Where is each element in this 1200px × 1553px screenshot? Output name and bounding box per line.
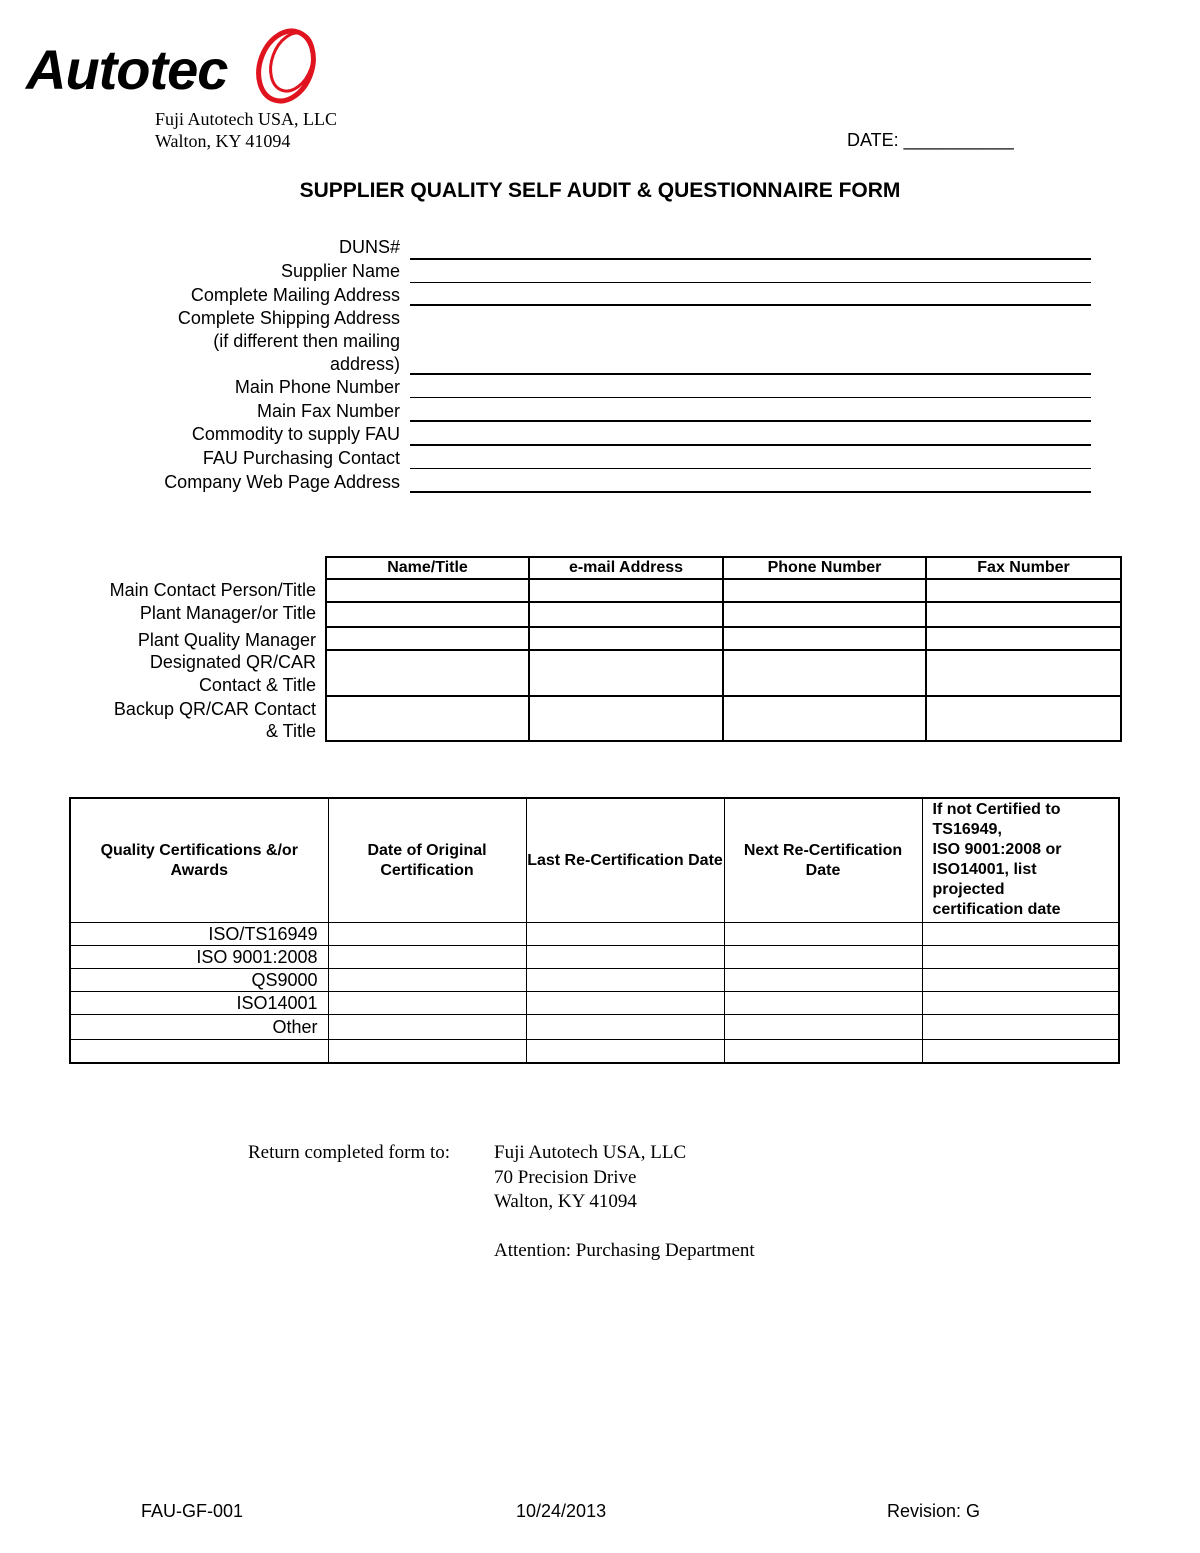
- cert-row-label-blank[interactable]: [70, 1040, 328, 1064]
- cert-cell[interactable]: [724, 923, 922, 946]
- contact-row-label-quality-manager: Plant Quality Manager: [137, 630, 316, 650]
- logo-wordmark: Autotec: [26, 38, 228, 101]
- fax-input-line[interactable]: [410, 420, 1091, 422]
- cert-cell[interactable]: [922, 992, 1119, 1015]
- contact-cell[interactable]: [926, 602, 1121, 627]
- field-label-shipping-address: Complete Shipping Address: [177, 308, 400, 328]
- certifications-table: [69, 797, 1120, 1064]
- duns-input-line[interactable]: [410, 258, 1091, 260]
- cert-header-quality-certifications: Quality Certifications &/or Awards: [70, 798, 328, 923]
- contact-row-label-backup-2: & Title: [265, 721, 316, 741]
- field-label-supplier-name: Supplier Name: [280, 261, 400, 281]
- mailing-address-input-line[interactable]: [410, 304, 1091, 306]
- cert-cell[interactable]: [526, 946, 724, 969]
- phone-input-line[interactable]: [410, 397, 1091, 398]
- return-address-line: Fuji Autotech USA, LLC: [494, 1142, 687, 1163]
- web-page-input-line[interactable]: [410, 491, 1091, 493]
- footer-revision: Revision: G: [887, 1501, 981, 1521]
- commodity-input-line[interactable]: [410, 444, 1091, 446]
- contact-cell[interactable]: [529, 650, 723, 696]
- cert-header-projected-line: If not Certified to: [932, 801, 1061, 818]
- table-row: [326, 627, 1121, 650]
- table-row: [326, 579, 1121, 602]
- purchasing-contact-input-line[interactable]: [410, 468, 1091, 469]
- return-label: Return completed form to:: [248, 1142, 451, 1163]
- cert-cell[interactable]: [922, 1040, 1119, 1064]
- cert-row-label-iso-ts16949: ISO/TS16949: [70, 923, 328, 946]
- cert-cell[interactable]: [328, 1015, 526, 1040]
- cert-cell[interactable]: [922, 1015, 1119, 1040]
- cert-cell[interactable]: [526, 1015, 724, 1040]
- field-label-mailing-address: Complete Mailing Address: [190, 285, 400, 305]
- cert-row-label-other: Other: [70, 1015, 328, 1040]
- contact-cell[interactable]: [529, 696, 723, 741]
- contact-cell[interactable]: [326, 579, 529, 602]
- cert-cell[interactable]: [724, 1015, 922, 1040]
- contact-cell[interactable]: [529, 627, 723, 650]
- table-row: [326, 602, 1121, 627]
- cert-cell[interactable]: [526, 969, 724, 992]
- contact-row-label-plant-manager: Plant Manager/or Title: [139, 603, 316, 623]
- field-label-duns: DUNS#: [338, 237, 400, 257]
- field-label-shipping-note: (if different then mailing: [213, 331, 400, 351]
- contact-row-label-backup: Backup QR/CAR Contact: [113, 699, 316, 719]
- contact-cell[interactable]: [326, 627, 529, 650]
- cert-header-projected-line: ISO14001, list: [932, 861, 1037, 878]
- contact-cell[interactable]: [723, 627, 926, 650]
- cert-cell[interactable]: [526, 923, 724, 946]
- cert-cell[interactable]: [922, 923, 1119, 946]
- contact-cell[interactable]: [926, 650, 1121, 696]
- contact-cell[interactable]: [723, 602, 926, 627]
- cert-header-projected-line: ISO 9001:2008 or: [932, 841, 1062, 858]
- contact-cell[interactable]: [529, 602, 723, 627]
- shipping-address-input-line[interactable]: [410, 373, 1091, 375]
- contacts-table: [325, 556, 1122, 742]
- contacts-header-email: e-mail Address: [529, 557, 723, 579]
- table-row: [70, 1015, 1119, 1040]
- field-label-web-page: Company Web Page Address: [164, 472, 400, 492]
- table-row: [70, 1040, 1119, 1064]
- cert-header-projected-date: [922, 798, 1119, 923]
- company-city: Walton, KY 41094: [155, 131, 291, 151]
- table-row: [70, 969, 1119, 992]
- footer-form-number: FAU-GF-001: [141, 1501, 244, 1521]
- cert-row-label-qs9000: QS9000: [70, 969, 328, 992]
- field-label-shipping-note-2: address): [329, 354, 400, 374]
- field-label-commodity: Commodity to supply FAU: [191, 424, 400, 444]
- cert-cell[interactable]: [328, 969, 526, 992]
- field-label-purchasing-contact: FAU Purchasing Contact: [202, 448, 400, 468]
- contact-cell[interactable]: [926, 627, 1121, 650]
- return-address-line: 70 Precision Drive: [494, 1167, 637, 1188]
- cert-cell[interactable]: [922, 946, 1119, 969]
- page-title: SUPPLIER QUALITY SELF AUDIT & QUESTIONNAIRE FORM: [299, 179, 901, 202]
- supplier-name-input-line[interactable]: [410, 282, 1091, 283]
- contact-row-label-main: Main Contact Person/Title: [109, 580, 316, 600]
- company-name: Fuji Autotech USA, LLC: [155, 109, 338, 129]
- cert-cell[interactable]: [328, 946, 526, 969]
- cert-cell[interactable]: [328, 992, 526, 1015]
- table-row: [70, 946, 1119, 969]
- contact-cell[interactable]: [723, 650, 926, 696]
- cert-cell[interactable]: [724, 1040, 922, 1064]
- cert-cell[interactable]: [724, 992, 922, 1015]
- contact-row-label-qr-car: Designated QR/CAR: [149, 652, 316, 672]
- cert-cell[interactable]: [922, 969, 1119, 992]
- footer-date: 10/24/2013: [516, 1501, 607, 1521]
- table-row: [70, 923, 1119, 946]
- date-field[interactable]: DATE: ___________: [847, 130, 1014, 150]
- contact-cell[interactable]: [926, 696, 1121, 741]
- field-label-fax: Main Fax Number: [256, 401, 400, 421]
- contact-cell[interactable]: [926, 579, 1121, 602]
- cert-header-next-recert: Next Re-Certification Date: [724, 798, 922, 923]
- contact-cell[interactable]: [326, 602, 529, 627]
- cert-cell[interactable]: [328, 923, 526, 946]
- cert-cell[interactable]: [724, 969, 922, 992]
- contact-cell[interactable]: [529, 579, 723, 602]
- field-label-phone: Main Phone Number: [234, 377, 400, 397]
- contact-cell[interactable]: [723, 579, 926, 602]
- cert-row-label-iso14001: ISO14001: [70, 992, 328, 1015]
- contact-cell[interactable]: [326, 696, 529, 741]
- cert-header-projected-line: TS16949,: [932, 821, 1002, 838]
- cert-header-last-recert: Last Re-Certification Date: [526, 798, 724, 923]
- table-row: [70, 992, 1119, 1015]
- contacts-header-name-title: Name/Title: [326, 557, 529, 579]
- cert-row-label-iso-9001: ISO 9001:2008: [70, 946, 328, 969]
- cert-header-projected-line: certification date: [932, 901, 1061, 918]
- cert-header-projected-line: projected: [932, 881, 1005, 898]
- table-row: [326, 650, 1121, 696]
- cert-cell[interactable]: [526, 1040, 724, 1064]
- cert-cell[interactable]: [328, 1040, 526, 1064]
- contact-row-label-qr-car-2: Contact & Title: [198, 675, 316, 695]
- return-attention: Attention: Purchasing Department: [494, 1240, 755, 1261]
- contact-cell[interactable]: [326, 650, 529, 696]
- cert-header-original-date: Date of Original Certification: [328, 798, 526, 923]
- cert-cell[interactable]: [724, 946, 922, 969]
- return-address-line: Walton, KY 41094: [494, 1191, 637, 1212]
- contacts-header-fax: Fax Number: [926, 557, 1121, 579]
- contacts-header-phone: Phone Number: [723, 557, 926, 579]
- table-row: [326, 696, 1121, 741]
- contact-cell[interactable]: [723, 696, 926, 741]
- cert-cell[interactable]: [526, 992, 724, 1015]
